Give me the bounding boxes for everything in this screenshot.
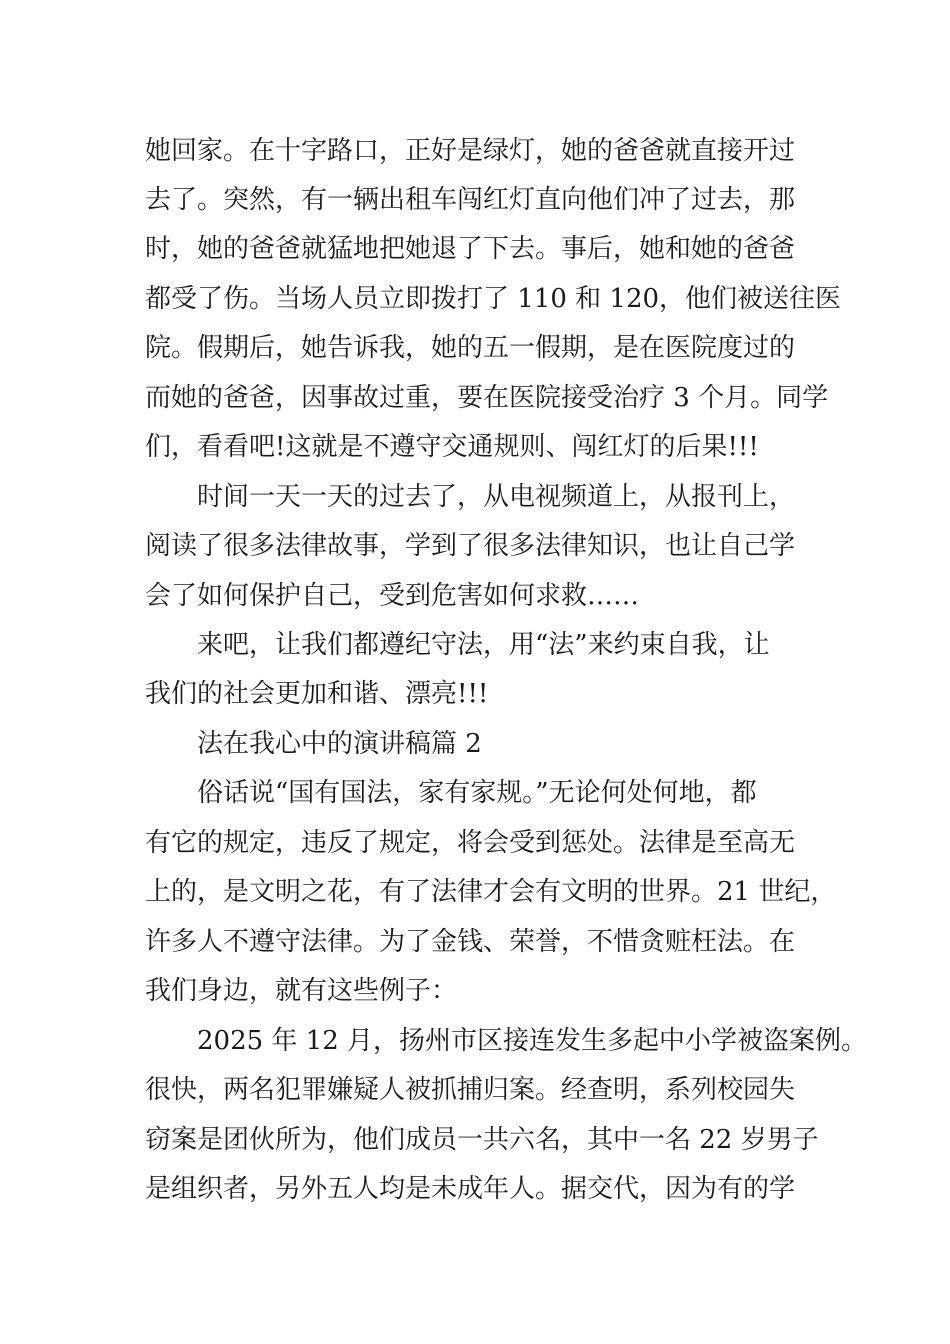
text-line: 都受了伤。当场人员立即拨打了 110 和 120，他们被送往医	[145, 284, 842, 314]
text-line: 我们的社会更加和谐、漂亮!!!	[145, 679, 489, 709]
text-line: 来吧，让我们都遵纪守法，用“法”来约束自我，让	[197, 630, 770, 660]
text-line: 她回家。在十字路口，正好是绿灯，她的爸爸就直接开过	[145, 136, 796, 166]
text-line: 上的，是文明之花，有了法律才会有文明的世界。21 世纪，	[145, 877, 837, 907]
text-line: 我们身边，就有这些例子：	[145, 976, 458, 1006]
text-line: 窃案是团伙所为，他们成员一共六名，其中一名 22 岁男子	[145, 1125, 819, 1155]
text-line: 有它的规定，违反了规定，将会受到惩处。法律是至高无	[145, 828, 796, 858]
text-line: 俗话说“国有国法，家有家规。”无论何处何地，都	[197, 778, 757, 808]
text-line: 许多人不遵守法律。为了金钱、荣誉，不惜贪赃枉法。在	[145, 927, 796, 957]
text-line: 阅读了很多法律故事，学到了很多法律知识，也让自己学	[145, 531, 796, 561]
text-line: 会了如何保护自己，受到危害如何求救……	[145, 581, 640, 611]
section-heading: 法在我心中的演讲稿篇 2	[197, 729, 482, 759]
text-line: 去了。突然，有一辆出租车闯红灯直向他们冲了过去，那	[145, 185, 796, 215]
text-line: 们，看看吧!这就是不遵守交通规则、闯红灯的后果!!!	[145, 432, 759, 462]
text-line: 很快，两名犯罪嫌疑人被抓捕归案。经查明，系列校园失	[145, 1075, 796, 1105]
text-line: 是组织者，另外五人均是未成年人。据交代，因为有的学	[145, 1174, 796, 1204]
text-line: 院。假期后，她告诉我，她的五一假期，是在医院度过的	[145, 333, 796, 363]
text-line: 时，她的爸爸就猛地把她退了下去。事后，她和她的爸爸	[145, 234, 796, 264]
text-line: 时间一天一天的过去了，从电视频道上，从报刊上，	[197, 482, 796, 512]
text-line: 而她的爸爸，因事故过重，要在医院接受治疗 3 个月。同学	[145, 383, 829, 413]
text-line: 2025 年 12 月，扬州市区接连发生多起中小学被盗案例。	[197, 1026, 868, 1056]
